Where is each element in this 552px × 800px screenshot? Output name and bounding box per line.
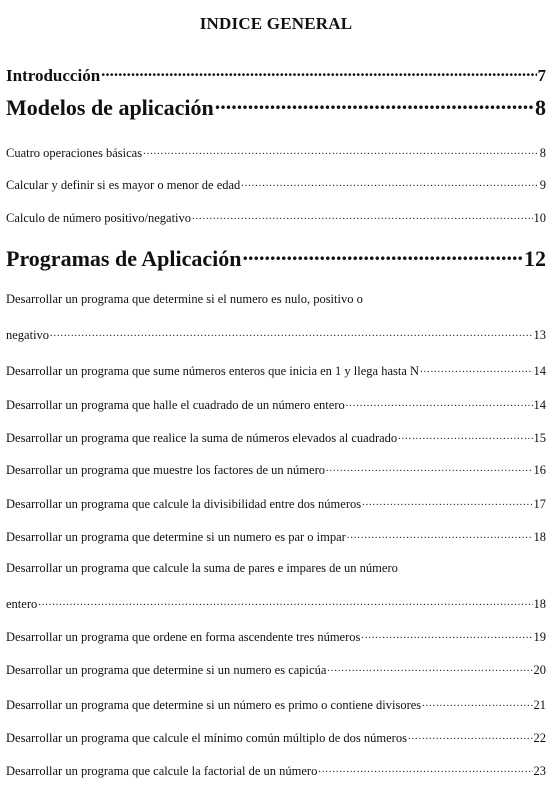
dot-leader bbox=[420, 362, 532, 375]
toc-entry-title: Cuatro operaciones básicas bbox=[6, 145, 143, 160]
toc-entry[interactable] bbox=[6, 595, 546, 612]
toc-entry[interactable] bbox=[6, 661, 546, 678]
toc-entry-title: Calculo de número positivo/negativo bbox=[6, 210, 192, 225]
dot-leader bbox=[143, 144, 539, 157]
dot-leader bbox=[318, 762, 532, 775]
toc-entry-title: Desarrollar un programa que halle el cuadrado de un número entero bbox=[6, 397, 345, 412]
toc-entry-page: 20 bbox=[533, 662, 546, 677]
toc-entry-title: Desarrollar un programa que calcule el mínimo común múltiplo de dos números bbox=[6, 730, 407, 745]
dot-leader bbox=[38, 595, 532, 608]
toc-entry[interactable] bbox=[6, 396, 546, 413]
page-title: INDICE GENERAL bbox=[199, 14, 353, 33]
toc-entry-page: 22 bbox=[533, 730, 546, 745]
dot-leader bbox=[347, 528, 533, 541]
toc-entry[interactable] bbox=[6, 762, 546, 779]
dot-leader bbox=[242, 244, 523, 266]
toc-entry[interactable] bbox=[6, 209, 546, 226]
toc-entry[interactable] bbox=[6, 326, 546, 343]
toc-entry-page: 19 bbox=[533, 629, 546, 644]
dot-leader bbox=[361, 628, 532, 641]
dot-leader bbox=[362, 495, 532, 508]
toc-entry-title: Desarrollar un programa que muestre los factores de un número bbox=[6, 462, 325, 477]
toc-entry-page: 15 bbox=[533, 430, 546, 445]
toc-entry-page: 21 bbox=[533, 697, 546, 712]
toc-entry-page: 23 bbox=[533, 763, 546, 778]
toc-entry-title: Introducción bbox=[6, 66, 101, 85]
toc-entry-title: Desarrollar un programa que calcule la factorial de un número bbox=[6, 763, 318, 778]
toc-entry-page: 18 bbox=[533, 596, 546, 611]
toc-entry-page: 14 bbox=[533, 397, 546, 412]
toc-entry-title: Desarrollar un programa que ordene en forma ascendente tres números bbox=[6, 629, 361, 644]
toc-entry-title: Desarrollar un programa que calcule la divisibilidad entre dos números bbox=[6, 496, 362, 511]
toc-entry-page: 18 bbox=[533, 529, 546, 544]
toc-entry-title: entero bbox=[6, 596, 38, 611]
dot-leader bbox=[241, 176, 538, 189]
dot-leader bbox=[327, 661, 532, 674]
toc-entry[interactable] bbox=[6, 461, 546, 478]
toc-entry-title: Desarrollar un programa que determine si un número es primo o contiene divisores bbox=[6, 697, 422, 712]
toc-entry-title: Desarrollar un programa que determine si un numero es par o impar bbox=[6, 529, 346, 544]
toc-entry-introduccion[interactable] bbox=[6, 64, 546, 86]
toc-entry-title-line1: Desarrollar un programa que calcule la suma de pares e impares de un número bbox=[6, 561, 398, 575]
toc-entry-page: 8 bbox=[539, 145, 546, 160]
toc-entry-page: 9 bbox=[539, 177, 546, 192]
dot-leader bbox=[346, 396, 533, 409]
toc-entry[interactable] bbox=[6, 429, 546, 446]
toc-entry[interactable] bbox=[6, 528, 546, 545]
toc-entry-page: 17 bbox=[533, 496, 546, 511]
toc-entry-page: 12 bbox=[524, 246, 546, 271]
dot-leader bbox=[192, 209, 532, 222]
toc-entry[interactable] bbox=[6, 495, 546, 512]
toc-entry-page: 8 bbox=[535, 95, 546, 120]
dot-leader bbox=[101, 64, 536, 81]
toc-entry-title: Modelos de aplicación bbox=[6, 95, 214, 120]
dot-leader bbox=[422, 696, 532, 709]
toc-entry-title: Desarrollar un programa que determine si un numero es capicúa bbox=[6, 662, 327, 677]
toc-entry[interactable] bbox=[6, 144, 546, 161]
toc-entry[interactable] bbox=[6, 628, 546, 645]
toc-entry[interactable] bbox=[6, 362, 546, 379]
toc-section-modelos[interactable] bbox=[6, 93, 546, 121]
toc-section-programas[interactable] bbox=[6, 244, 546, 272]
dot-leader bbox=[215, 93, 534, 115]
dot-leader bbox=[398, 429, 532, 442]
toc-entry-title: Calcular y definir si es mayor o menor de edad bbox=[6, 177, 241, 192]
toc-entry-page: 13 bbox=[533, 327, 546, 342]
dot-leader bbox=[408, 729, 533, 742]
dot-leader bbox=[326, 461, 533, 474]
toc-entry-title: negativo bbox=[6, 327, 50, 342]
toc-entry-title-line1: Desarrollar un programa que determine si el numero es nulo, positivo o bbox=[6, 292, 363, 306]
toc-entry-page: 16 bbox=[533, 462, 546, 477]
toc-entry[interactable] bbox=[6, 696, 546, 713]
toc-entry-page: 7 bbox=[537, 66, 546, 85]
toc-entry-title: Desarrollar un programa que realice la suma de números elevados al cuadrado bbox=[6, 430, 398, 445]
toc-entry-title: Desarrollar un programa que sume números enteros que inicia en 1 y llega hasta N bbox=[6, 363, 420, 378]
dot-leader bbox=[50, 326, 532, 339]
toc-entry-title: Programas de Aplicación bbox=[6, 246, 242, 271]
toc-entry-page: 14 bbox=[533, 363, 546, 378]
toc-entry[interactable] bbox=[6, 729, 546, 746]
toc-entry-page: 10 bbox=[533, 210, 546, 225]
toc-entry[interactable] bbox=[6, 176, 546, 193]
